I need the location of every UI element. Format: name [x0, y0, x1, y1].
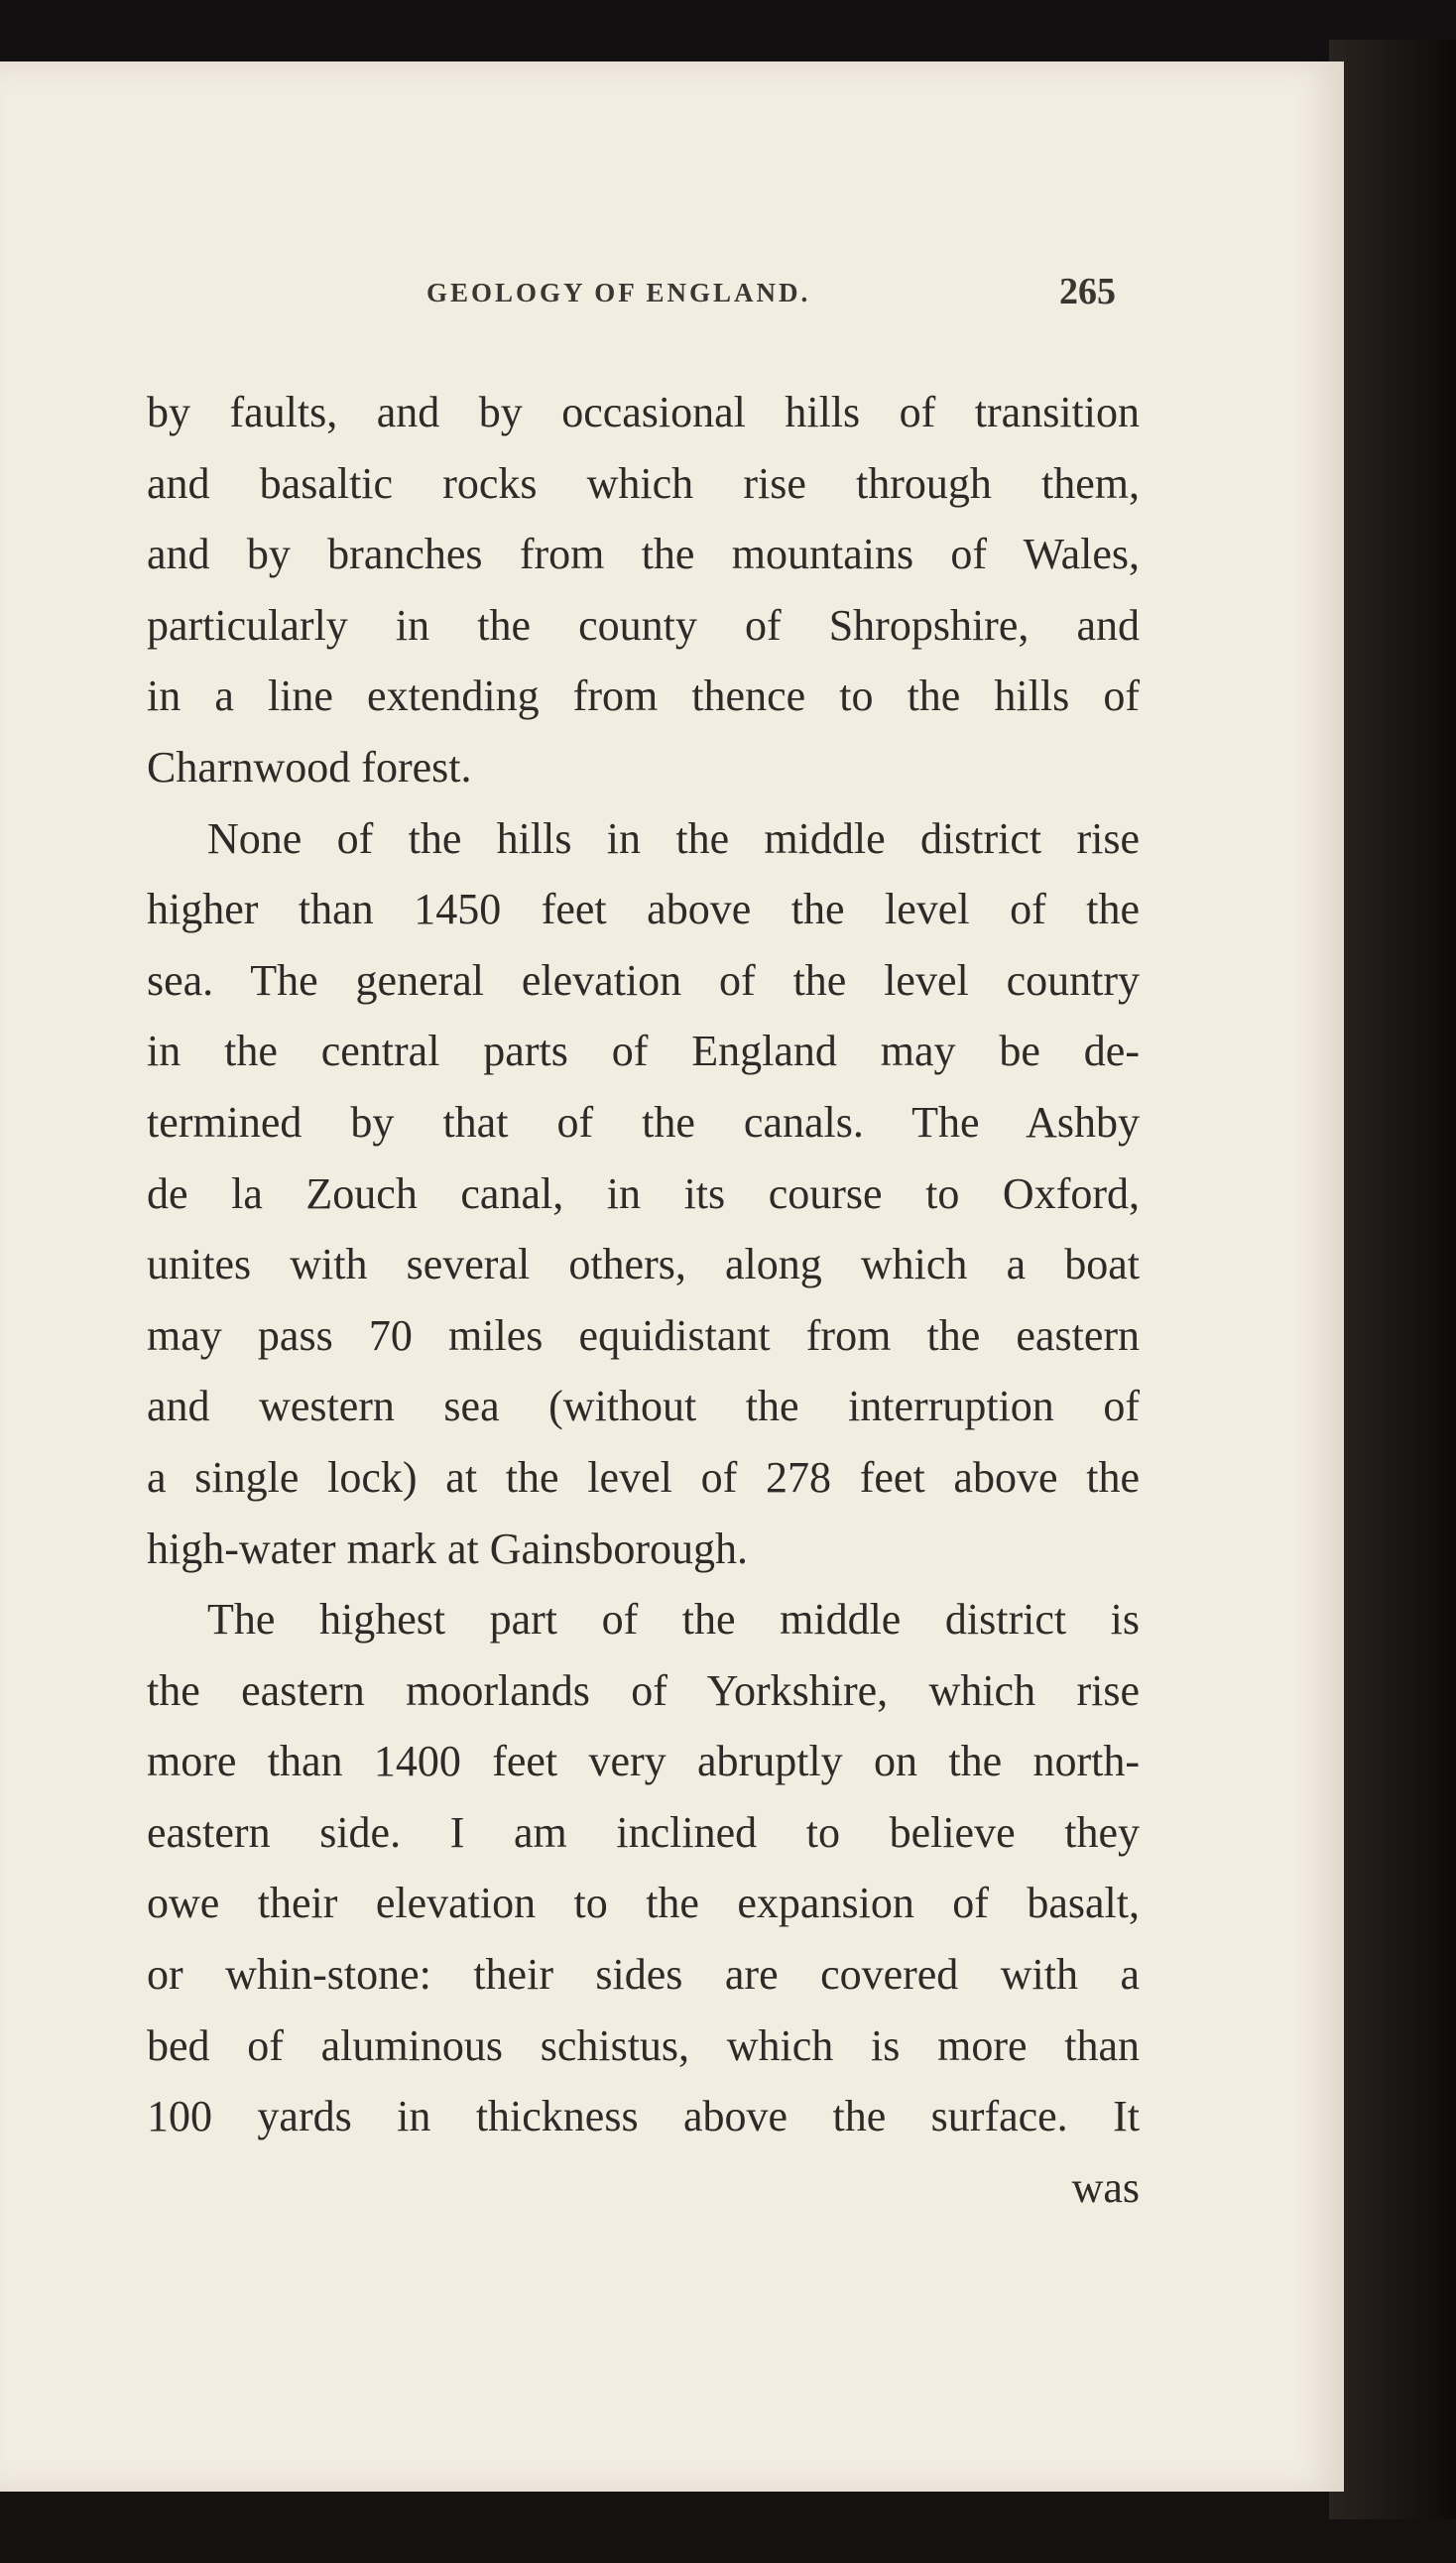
scan-border-right [1329, 40, 1456, 2519]
text-line: may pass 70 miles equidistant from the eastern [147, 1310, 1140, 1360]
text-line: and basaltic rocks which rise through them, [147, 458, 1140, 508]
text-line: None of the hills in the middle district rise [207, 813, 1140, 863]
text-line: by faults, and by occasional hills of transition [147, 388, 1140, 436]
text-line: a single lock) at the level of 278 feet above the [147, 1452, 1140, 1502]
text-line: Charnwood forest. [147, 742, 472, 792]
body-text [147, 377, 1140, 2223]
text-line: high-water mark at Gainsborough. [147, 1524, 749, 1573]
running-title: GEOLOGY OF ENGLAND. [426, 278, 811, 307]
text-line: in the central parts of England may be de- [147, 1027, 1140, 1076]
text-line: owe their elevation to the expansion of basalt, [147, 1879, 1140, 1928]
text-line: higher than 1450 feet above the level of the [147, 885, 1140, 934]
text-line: particularly in the county of Shropshire, and [147, 600, 1140, 650]
text-line: unites with several others, along which a boat [147, 1240, 1140, 1289]
text-line: in a line extending from thence to the hills of [147, 671, 1140, 721]
book-page [0, 61, 1344, 2492]
text-line: more than 1400 feet very abruptly on the north- [147, 1737, 1140, 1786]
text-line: 100 yards in thickness above the surface. It [147, 2092, 1140, 2141]
text-line: sea. The general elevation of the level country [147, 955, 1140, 1005]
text-line: and by branches from the mountains of Wales, [147, 530, 1140, 579]
text-line: was [1071, 2162, 1140, 2212]
scan-border-top [0, 0, 1456, 61]
text-line: de la Zouch canal, in its course to Oxford, [147, 1168, 1140, 1218]
text-line: eastern side. I am inclined to believe they [147, 1807, 1140, 1857]
text-line: or whin-stone: their sides are covered with a [147, 1950, 1140, 2000]
page-number: 265 [1059, 271, 1116, 312]
text-line: bed of aluminous schistus, which is more than [147, 2020, 1140, 2070]
text-line: the eastern moorlands of Yorkshire, which rise [147, 1665, 1140, 1715]
text-line: and western sea (without the interruption of [147, 1382, 1140, 1431]
page-header [0, 271, 1344, 327]
text-line: The highest part of the middle district is [207, 1595, 1140, 1645]
text-line: termined by that of the canals. The Ashby [147, 1097, 1140, 1147]
